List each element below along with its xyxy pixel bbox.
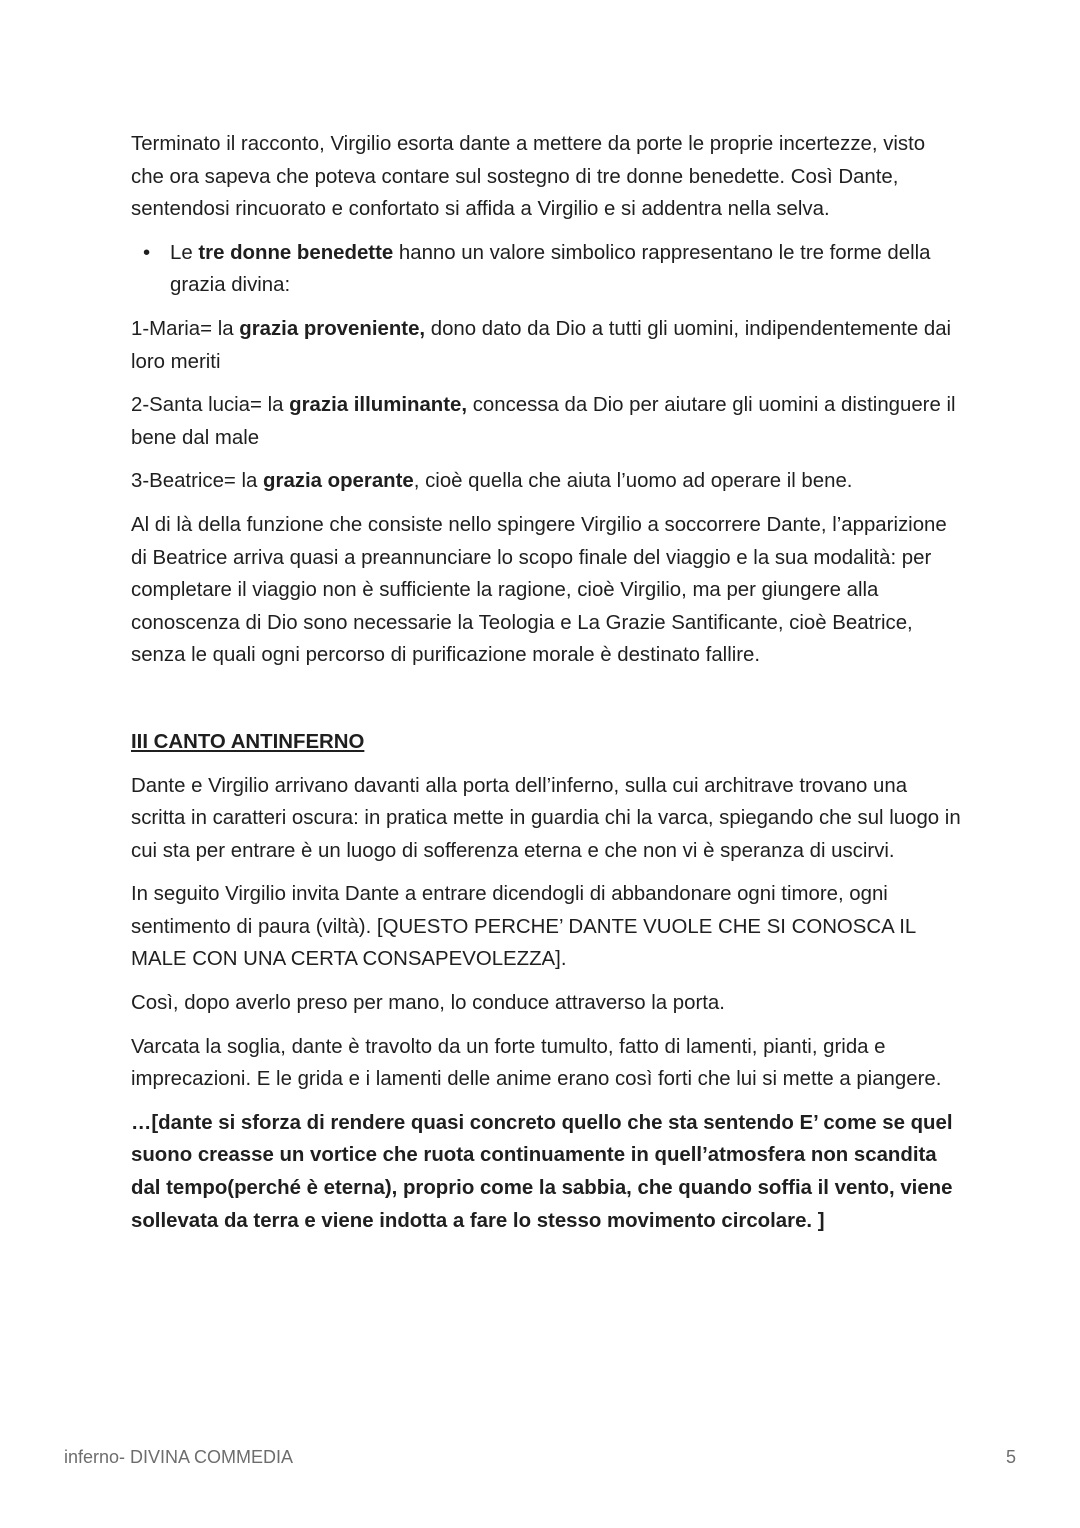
bullet-text-post: hanno un valore simbolico rappresentano le tre forme della grazia divina: [170, 241, 931, 297]
grace-maria [131, 313, 961, 378]
section-heading: III CANTO ANTINFERNO [131, 730, 365, 753]
grace-beatrice-bold: grazia operante [263, 470, 414, 493]
bullet-text-pre: Le [170, 241, 199, 264]
paragraph-vortex: …[dante si sforza di rendere quasi concreto quello che sta sentendo E’ come se quel suono creasse un vortice che ruota continuamente in quell’atmosfera non scandita dal tempo(perché è eterna), proprio come la sabbia, che quando soffia il vento, viene sollevata da terra e viene indotta a fare lo stesso movimento circolare. ] [131, 1111, 953, 1232]
document-body [131, 128, 961, 1248]
bullet-item [131, 237, 961, 302]
bullet-text-bold: tre donne benedette [198, 241, 394, 264]
grace-beatrice [131, 465, 961, 498]
page-number: 5 [1005, 1447, 1016, 1467]
grace-maria-post: dono dato da Dio a tutti gli uomini, indipendentemente dai loro meriti [131, 317, 952, 373]
grace-lucia-bold: grazia illuminante, [289, 394, 468, 417]
paragraph-intro: Terminato il racconto, Virgilio esorta dante a mettere da porte le proprie incertezze, visto che ora sapeva che poteva contare sul sostegno di tre donne benedette. Così Dante, sentendosi rincuorato e confortato si affida a Virgilio e si addentra nella selva. [131, 133, 926, 221]
paragraph-hand: Così, dopo averlo preso per mano, lo conduce attraverso la porta. [131, 992, 725, 1015]
grace-maria-pre: 1-Maria= la [131, 317, 240, 340]
grace-beatrice-post: , cioè quella che aiuta l’uomo ad operare il bene. [413, 470, 853, 493]
paragraph-beatrice-role: Al di là della funzione che consiste nello spingere Virgilio a soccorrere Dante, l’apparizione di Beatrice arriva quasi a preannunciare lo scopo finale del viaggio e la sua modalità: per completare il viaggio non è sufficiente la ragione, cioè Virgilio, ma per giungere alla conoscenza di Dio sono necessarie la Teologia e La Grazie Santificante, cioè Beatrice, senza le quali ogni percorso di purificazione morale è destinato fallire. [131, 513, 947, 667]
grace-beatrice-pre: 3-Beatrice= la [131, 470, 264, 493]
grace-lucia-pre: 2-Santa lucia= la [131, 394, 290, 417]
grace-maria-bold: grazia proveniente, [239, 317, 426, 340]
bullet-text [170, 237, 961, 302]
paragraph-gate: Dante e Virgilio arrivano davanti alla porta dell’inferno, sulla cui architrave trovano una scritta in caratteri oscura: in pratica mette in guardia chi la varca, spiegando che sul luogo in cui sta per entrare è un luogo di sofferenza eterna e che non vi è speranza di uscirvi. [131, 774, 961, 862]
paragraph-invite: In seguito Virgilio invita Dante a entrare dicendogli di abbandonare ogni timore, ogni sentimento di paura (viltà). [QUESTO PERCHE’ DANTE VUOLE CHE SI CONOSCA IL MALE CON UNA CERTA CONSAPEVOLEZZA]. [131, 883, 916, 971]
paragraph-tumult: Varcata la soglia, dante è travolto da un forte tumulto, fatto di lamenti, pianti, grida e imprecazioni. E le grida e i lamenti delle anime erano così forti che lui si mette a piangere. [131, 1035, 942, 1091]
bullet-icon: • [143, 241, 151, 264]
grace-lucia [131, 389, 961, 454]
footer-title: inferno- DIVINA COMMEDIA [64, 1447, 294, 1467]
grace-lucia-post: concessa da Dio per aiutare gli uomini a distinguere il bene dal male [131, 394, 956, 449]
